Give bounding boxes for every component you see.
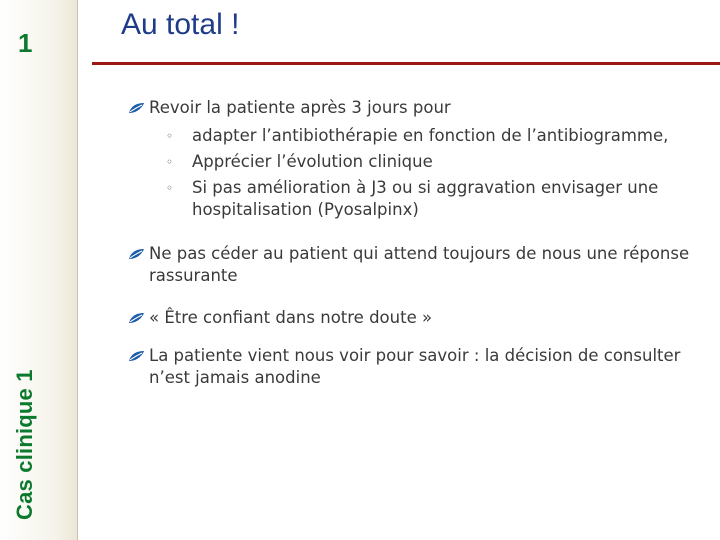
circle-bullet-icon: ◦ — [166, 129, 174, 143]
bullet-text: « Être confiant dans notre doute » — [149, 308, 433, 327]
content-area — [128, 94, 703, 389]
bullet-text: La patiente vient nous voir pour savoir : la décision de consulter n’est jamais anodine — [149, 346, 681, 387]
sub-list — [149, 125, 703, 221]
sub-item-text: Apprécier l’évolution clinique — [192, 152, 433, 171]
bullet-text: Ne pas céder au patient qui attend toujours de nous une réponse rassurante — [149, 244, 690, 285]
leaf-bullet-icon — [128, 248, 145, 260]
leaf-bullet-icon — [128, 102, 145, 114]
sub-item-text: adapter l’antibiothérapie en fonction de l’antibiogramme, — [192, 126, 669, 145]
slide-title: Au total ! — [121, 8, 240, 41]
bullet-item — [128, 345, 703, 389]
circle-bullet-icon: ◦ — [166, 181, 174, 195]
side-divider — [77, 0, 78, 540]
circle-bullet-icon: ◦ — [166, 155, 174, 169]
bullet-item — [128, 97, 703, 221]
side-title: Cas clinique 1 — [12, 369, 37, 520]
bullet-text: Revoir la patiente après 3 jours pour — [149, 98, 451, 117]
leaf-bullet-icon — [128, 350, 145, 362]
sub-item — [149, 125, 703, 147]
bullet-item — [128, 307, 703, 329]
sub-item — [149, 151, 703, 173]
title-rule — [92, 62, 720, 65]
leaf-bullet-icon — [128, 312, 145, 324]
bullet-item — [128, 243, 703, 287]
sub-item-text: Si pas amélioration à J3 ou si aggravation envisager une hospitalisation (Pyosalpinx) — [192, 178, 659, 219]
sub-item — [149, 177, 703, 221]
slide-number: 1 — [18, 28, 33, 58]
